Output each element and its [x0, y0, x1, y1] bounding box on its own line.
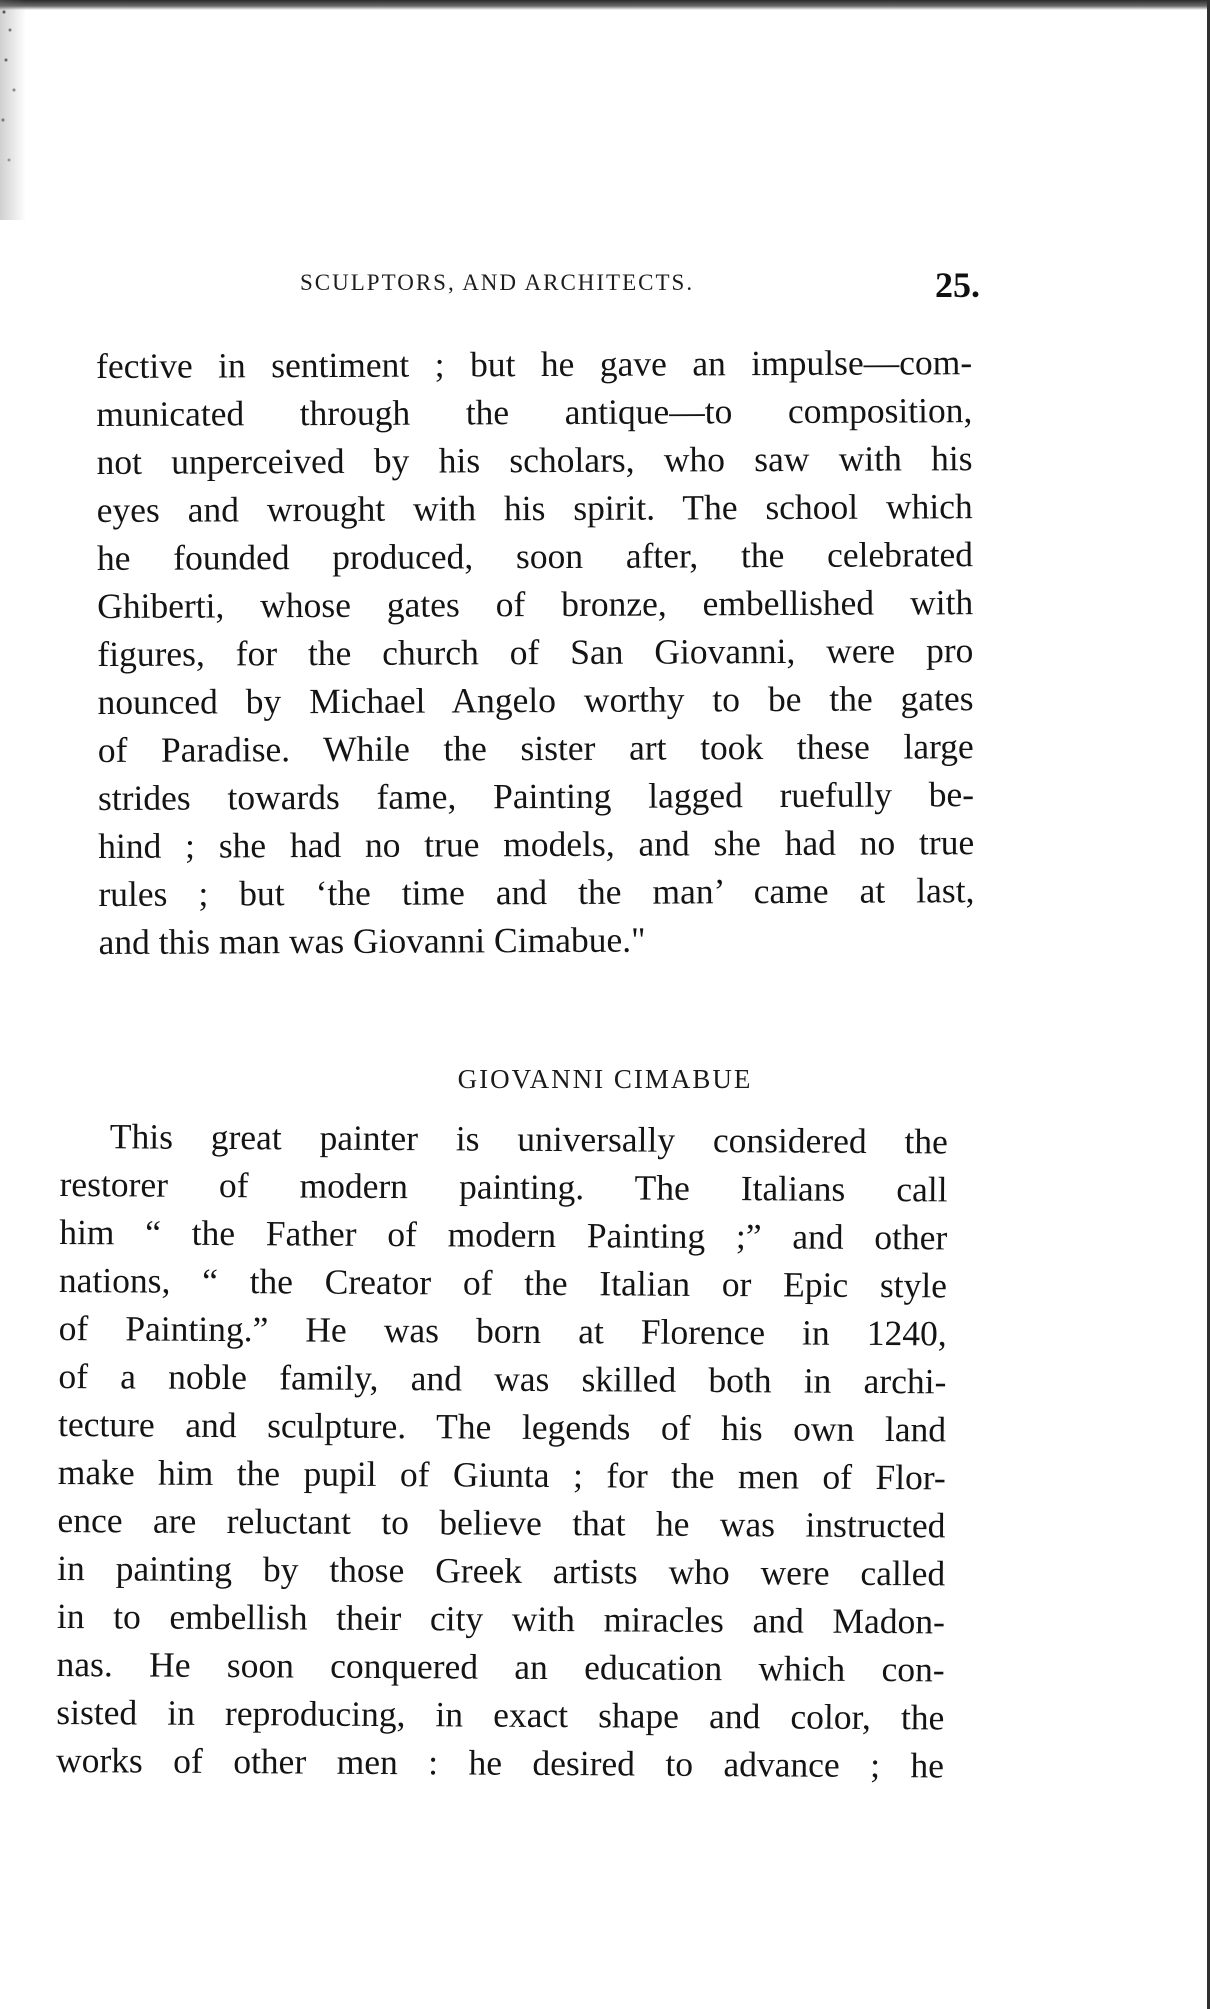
text-line: works of other men : he desired to advance ; he	[55, 1739, 945, 1786]
continuation-paragraph	[96, 338, 975, 966]
text-line: of Paradise. While the sister art took these large	[97, 726, 974, 770]
text-line: of a noble family, and was skilled both in archi-	[58, 1355, 947, 1402]
text-line: hind ; she had no true models, and she had no true	[98, 822, 975, 866]
text-line: Ghiberti, whose gates of bronze, embellished with	[97, 582, 974, 626]
text-line: strides towards fame, Painting lagged ruefully be-	[97, 774, 975, 818]
text-line: him “ the Father of modern Painting ;” and other	[59, 1211, 948, 1258]
running-title: SCULPTORS, AND ARCHITECTS.	[300, 270, 695, 295]
text-line: restorer of modern painting. The Italians call	[59, 1163, 948, 1210]
text-line: not unperceived by his scholars, who saw with his	[96, 438, 973, 482]
text-line: fective in sentiment ; but he gave an impulse—com-	[96, 342, 973, 386]
section-heading: GIOVANNI CIMABUE	[457, 1064, 753, 1094]
page-number: 25.	[935, 265, 980, 305]
text-line: sisted in reproducing, in exact shape and color, the	[56, 1691, 945, 1738]
text-line: municated through the antique—to composition,	[96, 390, 973, 434]
text-line: make him the pupil of Giunta ; for the men of Flor-	[57, 1451, 946, 1498]
text-line: he founded produced, soon after, the celebrated	[96, 534, 974, 578]
text-line: tecture and sculpture. The legends of his own land	[57, 1403, 947, 1450]
text-line: nas. He soon conquered an education which con-	[56, 1643, 945, 1690]
text-line: figures, for the church of San Giovanni, were pro	[97, 630, 974, 674]
running-head	[300, 264, 980, 314]
text-line: eyes and wrought with his spirit. The school which	[96, 486, 973, 530]
text-line: and this man was Giovanni Cimabue."	[98, 919, 646, 962]
section-paragraph	[56, 1112, 948, 1789]
text-line: in painting by those Greek artists who were called	[57, 1547, 946, 1594]
text-line: nations, “ the Creator of the Italian or Epic style	[58, 1259, 948, 1306]
text-line: rules ; but ‘the time and the man’ came at last,	[98, 870, 975, 914]
text-line: ence are reluctant to believe that he was instructed	[57, 1499, 946, 1546]
scan-left-edge	[0, 0, 26, 220]
text-line: in to embellish their city with miracles and Madon-	[56, 1595, 946, 1642]
text-line: This great painter is universally considered the	[109, 1116, 948, 1162]
scan-top-edge	[0, 0, 1210, 10]
text-line: nounced by Michael Angelo worthy to be the gates	[97, 678, 974, 722]
text-line: of Painting.” He was born at Florence in 1240,	[58, 1307, 947, 1354]
